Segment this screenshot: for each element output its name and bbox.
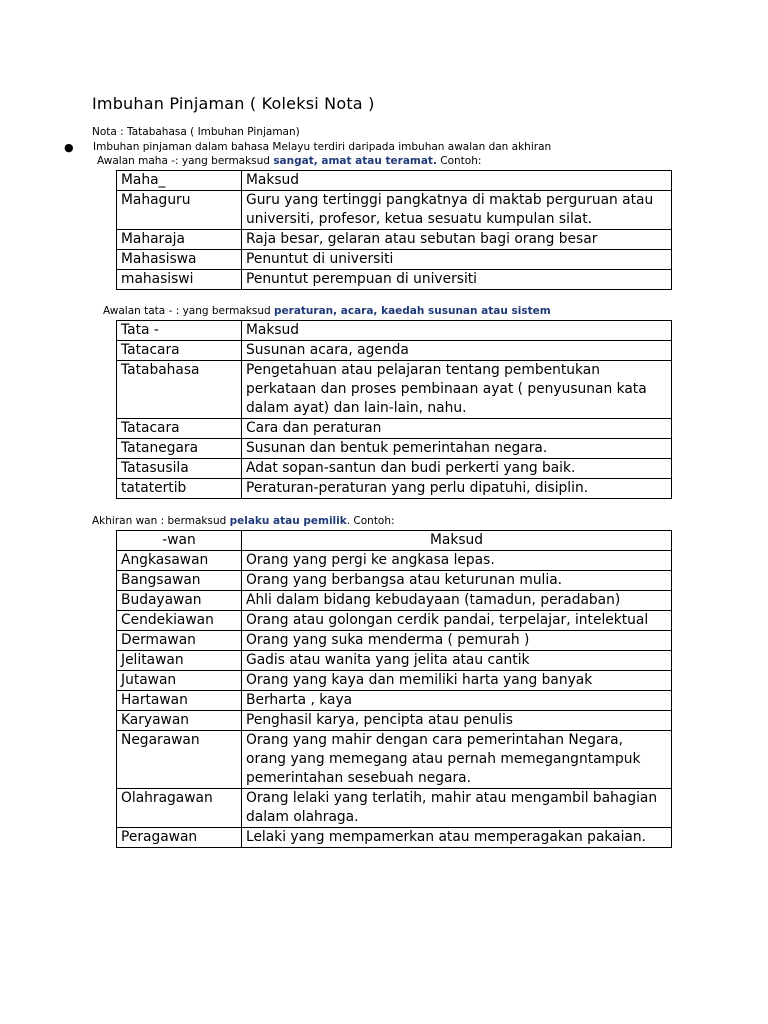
intro-tata-prefix: Awalan tata - : yang bermaksud: [103, 305, 274, 317]
term-cell: mahasiswi: [117, 270, 242, 290]
intro-maha: [97, 155, 481, 167]
meaning-cell: Lelaki yang mempamerkan atau memperagakan pakaian.: [242, 828, 672, 848]
table-maha: [116, 170, 672, 290]
term-cell: Hartawan: [117, 691, 242, 711]
meaning-cell: Peraturan-peraturan yang perlu dipatuhi, disiplin.: [242, 479, 672, 499]
term-cell: Dermawan: [117, 631, 242, 651]
intro-wan-prefix: Akhiran wan : bermaksud: [92, 515, 230, 527]
intro-maha-highlight: sangat, amat atau teramat.: [273, 155, 437, 167]
term-cell: Angkasawan: [117, 551, 242, 571]
header-meaning: Maksud: [242, 531, 672, 551]
table-row: [117, 711, 672, 731]
table-header-row: [117, 171, 672, 191]
meaning-cell: Guru yang tertinggi pangkatnya di maktab perguruan atau universiti, profesor, ketua sesuatu kumpulan silat.: [242, 191, 672, 230]
intro-wan-suffix: . Contoh:: [346, 515, 395, 527]
term-cell: Karyawan: [117, 711, 242, 731]
table-row: [117, 671, 672, 691]
table-row: [117, 611, 672, 631]
table-header-row: [117, 321, 672, 341]
term-cell: Tatacara: [117, 419, 242, 439]
term-cell: Tatacara: [117, 341, 242, 361]
table-row: [117, 789, 672, 828]
nota-line: Nota : Tatabahasa ( Imbuhan Pinjaman): [92, 126, 300, 138]
table-row: [117, 631, 672, 651]
term-cell: Jutawan: [117, 671, 242, 691]
table-tata: [116, 320, 672, 499]
term-cell: Negarawan: [117, 731, 242, 789]
table-wan: [116, 530, 672, 848]
intro-wan-highlight: pelaku atau pemilik: [229, 515, 347, 527]
term-cell: Mahaguru: [117, 191, 242, 230]
meaning-cell: Cara dan peraturan: [242, 419, 672, 439]
term-cell: Budayawan: [117, 591, 242, 611]
meaning-cell: Susunan acara, agenda: [242, 341, 672, 361]
meaning-cell: Penghasil karya, pencipta atau penulis: [242, 711, 672, 731]
header-term: Maha_: [117, 171, 242, 191]
intro-tata-highlight: peraturan, acara, kaedah susunan atau sistem: [274, 305, 551, 317]
intro-maha-prefix: Awalan maha -: yang bermaksud: [97, 155, 274, 167]
term-cell: Tatasusila: [117, 459, 242, 479]
term-cell: tatatertib: [117, 479, 242, 499]
meaning-cell: Orang yang berbangsa atau keturunan mulia.: [242, 571, 672, 591]
table-row: [117, 731, 672, 789]
table-row: [117, 439, 672, 459]
table-row: [117, 250, 672, 270]
intro-tata: [103, 305, 551, 317]
meaning-cell: Adat sopan-santun dan budi perkerti yang baik.: [242, 459, 672, 479]
meaning-cell: Orang yang suka menderma ( pemurah ): [242, 631, 672, 651]
meaning-cell: Orang yang pergi ke angkasa lepas.: [242, 551, 672, 571]
header-term: Tata -: [117, 321, 242, 341]
table-row: [117, 191, 672, 230]
meaning-cell: Orang lelaki yang terlatih, mahir atau mengambil bahagian dalam olahraga.: [242, 789, 672, 828]
intro-maha-suffix: Contoh:: [436, 155, 482, 167]
header-meaning: Maksud: [242, 321, 672, 341]
table-row: [117, 361, 672, 419]
bullet-text: Imbuhan pinjaman dalam bahasa Melayu terdiri daripada imbuhan awalan dan akhiran: [93, 141, 552, 153]
term-cell: Peragawan: [117, 828, 242, 848]
table-row: [117, 419, 672, 439]
table-row: [117, 551, 672, 571]
meaning-cell: Ahli dalam bidang kebudayaan (tamadun, peradaban): [242, 591, 672, 611]
meaning-cell: Penuntut perempuan di universiti: [242, 270, 672, 290]
table-row: [117, 479, 672, 499]
page-title: Imbuhan Pinjaman ( Koleksi Nota ): [92, 94, 375, 113]
meaning-cell: Orang yang mahir dengan cara pemerintahan Negara, orang yang memegang atau pernah memegangntampuk pemerintahan sesebuah negara.: [242, 731, 672, 789]
meaning-cell: Pengetahuan atau pelajaran tentang pembentukan perkataan dan proses pembinaan ayat ( penyusunan kata dalam ayat) dan lain-lain, nahu.: [242, 361, 672, 419]
table-row: [117, 591, 672, 611]
meaning-cell: Susunan dan bentuk pemerintahan negara.: [242, 439, 672, 459]
table-row: [117, 230, 672, 250]
term-cell: Tatanegara: [117, 439, 242, 459]
bullet-icon: ●: [64, 141, 74, 154]
table-row: [117, 571, 672, 591]
term-cell: Maharaja: [117, 230, 242, 250]
table-row: [117, 691, 672, 711]
term-cell: Olahragawan: [117, 789, 242, 828]
table-row: [117, 341, 672, 361]
meaning-cell: Penuntut di universiti: [242, 250, 672, 270]
table-row: [117, 459, 672, 479]
meaning-cell: Orang atau golongan cerdik pandai, terpelajar, intelektual: [242, 611, 672, 631]
meaning-cell: Orang yang kaya dan memiliki harta yang banyak: [242, 671, 672, 691]
table-row: [117, 651, 672, 671]
header-term: -wan: [117, 531, 242, 551]
term-cell: Jelitawan: [117, 651, 242, 671]
intro-wan: [92, 515, 395, 527]
table-row: [117, 828, 672, 848]
meaning-cell: Raja besar, gelaran atau sebutan bagi orang besar: [242, 230, 672, 250]
table-header-row: [117, 531, 672, 551]
meaning-cell: Berharta , kaya: [242, 691, 672, 711]
term-cell: Bangsawan: [117, 571, 242, 591]
term-cell: Cendekiawan: [117, 611, 242, 631]
meaning-cell: Gadis atau wanita yang jelita atau cantik: [242, 651, 672, 671]
term-cell: Tatabahasa: [117, 361, 242, 419]
header-meaning: Maksud: [242, 171, 672, 191]
term-cell: Mahasiswa: [117, 250, 242, 270]
table-row: [117, 270, 672, 290]
